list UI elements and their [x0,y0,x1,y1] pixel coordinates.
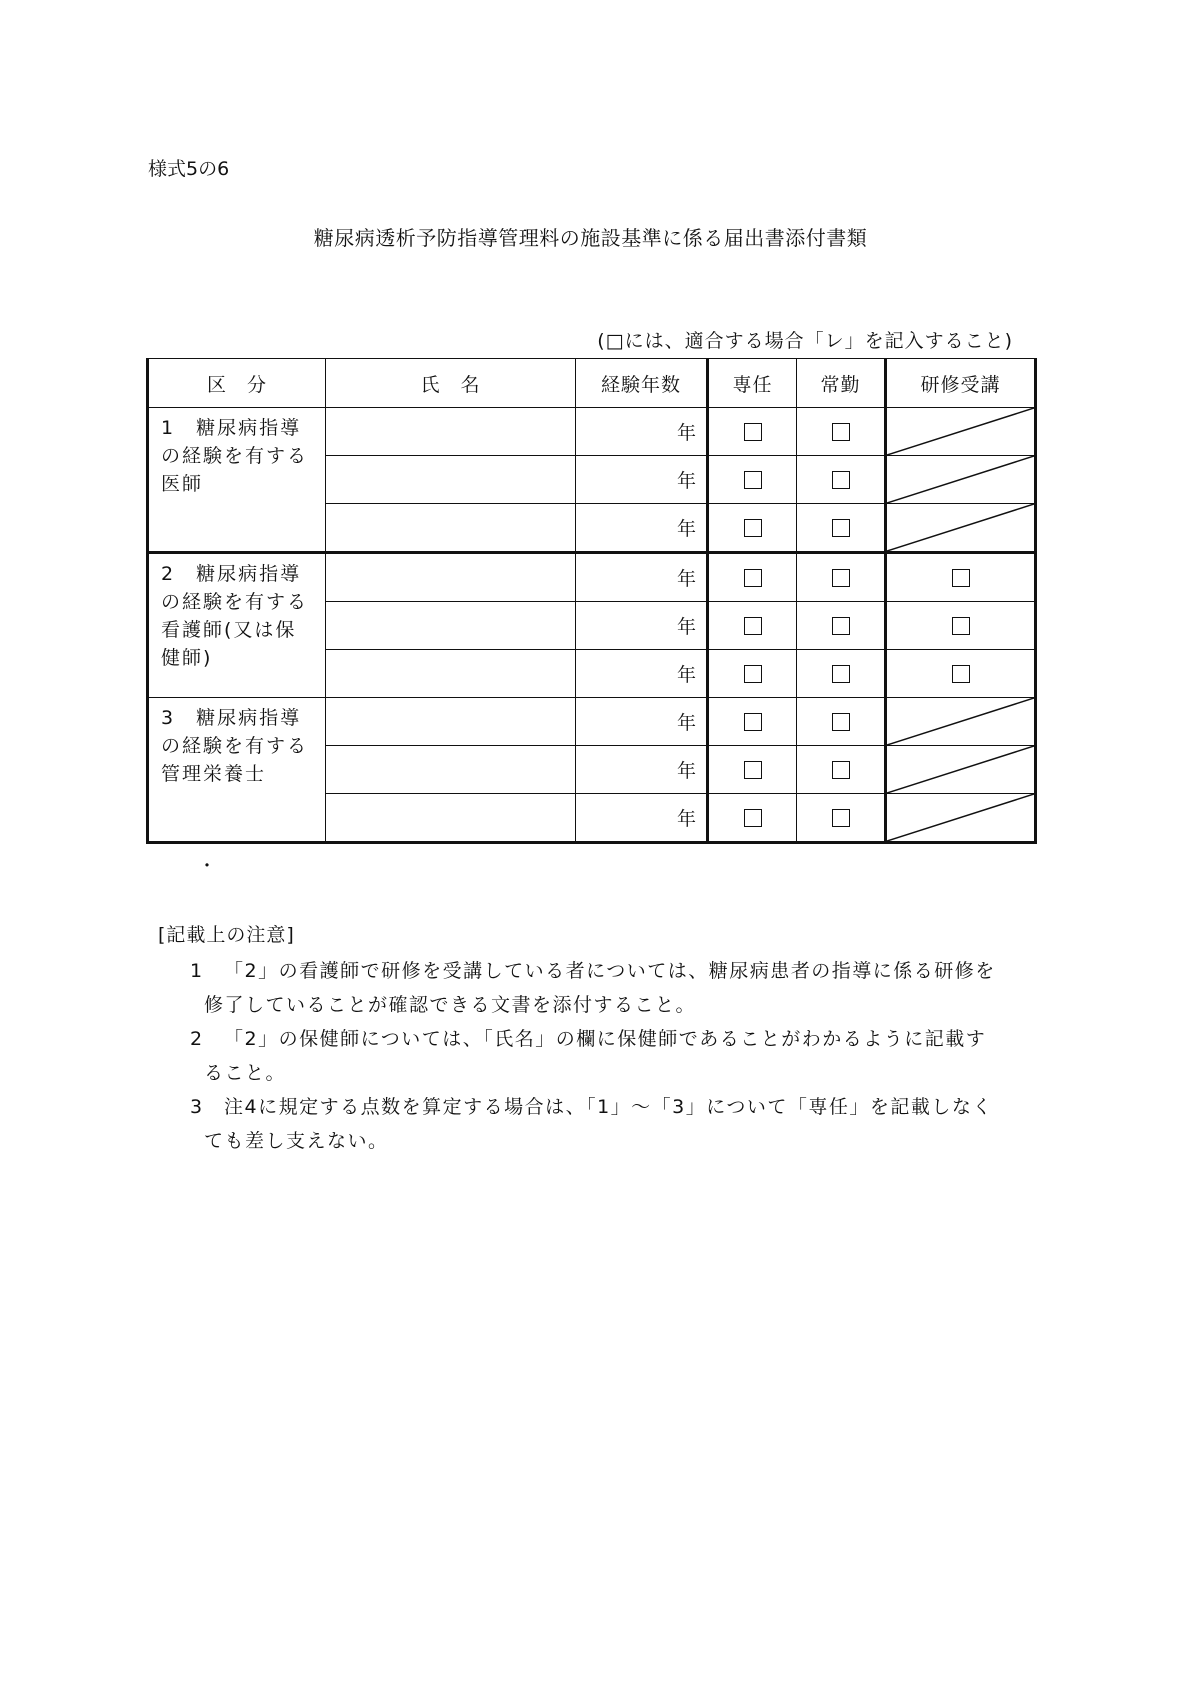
category-line: の経験を有する [161,445,309,467]
category-line: 看護師(又は保 [161,619,297,641]
category-line: 医師 [161,473,204,495]
name-field[interactable] [326,504,576,553]
fulltime-cell [797,408,886,456]
years-field[interactable]: 年 [576,698,708,746]
name-field[interactable] [326,408,576,456]
category-physician [148,408,326,553]
fulltime-cell [797,794,886,843]
years-field[interactable]: 年 [576,553,708,602]
years-field[interactable]: 年 [576,794,708,843]
table-row [148,408,1036,456]
diagonal-slash [887,408,1034,455]
note-text: 「2」の看護師で研修を受講している者については、糖尿病患者の指導に係る研修を [224,960,996,982]
dedicated-cell [708,408,797,456]
training-not-applicable [886,408,1036,456]
category-nurse [148,553,326,698]
training-not-applicable [886,794,1036,843]
note-number: 3 [190,1096,204,1118]
category-line: の経験を有する [161,591,309,613]
diagonal-slash [887,794,1034,841]
dedicated-cell [708,698,797,746]
staff-table [146,358,1037,844]
note-number: 2 [190,1028,204,1050]
checkbox-instruction: (□には、適合する場合「レ」を記入すること) [597,330,1013,352]
note-item [190,954,1036,1022]
years-field[interactable]: 年 [576,650,708,698]
name-field[interactable] [326,602,576,650]
checkbox-icon[interactable] [744,665,762,683]
name-field[interactable] [326,553,576,602]
dedicated-cell [708,456,797,504]
dedicated-cell [708,794,797,843]
diagonal-slash [887,456,1034,503]
checkbox-icon[interactable] [744,617,762,635]
training-not-applicable [886,698,1036,746]
training-cell [886,553,1036,602]
dedicated-cell [708,746,797,794]
note-text: 「2」の保健師については、「氏名」の欄に保健師であることがわかるように記載す [224,1028,987,1050]
years-field[interactable]: 年 [576,746,708,794]
table-header-row [148,359,1036,408]
checkbox-icon[interactable] [832,761,850,779]
years-field[interactable]: 年 [576,456,708,504]
checkbox-icon[interactable] [952,665,970,683]
checkbox-icon[interactable] [744,471,762,489]
note-item [190,1090,1036,1158]
training-not-applicable [886,456,1036,504]
table-row [148,698,1036,746]
table-row [148,553,1036,602]
checkbox-icon[interactable] [832,569,850,587]
name-field[interactable] [326,650,576,698]
dedicated-cell [708,650,797,698]
fulltime-cell [797,698,886,746]
form-number: 様式5の6 [148,158,230,180]
note-number: 1 [190,960,204,982]
checkbox-icon[interactable] [832,713,850,731]
checkbox-icon[interactable] [744,809,762,827]
fulltime-cell [797,602,886,650]
years-field[interactable]: 年 [576,602,708,650]
header-dedicated: 専任 [708,359,797,408]
dedicated-cell [708,602,797,650]
category-line: 1 糖尿病指導 [161,417,302,439]
fulltime-cell [797,746,886,794]
fulltime-cell [797,553,886,602]
note-item [190,1022,1036,1090]
checkbox-icon[interactable] [744,519,762,537]
training-cell [886,602,1036,650]
document-title: 糖尿病透析予防指導管理料の施設基準に係る届出書添付書類 [313,226,868,250]
name-field[interactable] [326,456,576,504]
dedicated-cell [708,504,797,553]
note-text-continued: ても差し支えない。 [204,1130,389,1152]
training-not-applicable [886,504,1036,553]
training-not-applicable [886,746,1036,794]
checkbox-icon[interactable] [832,665,850,683]
fulltime-cell [797,504,886,553]
checkbox-icon[interactable] [832,519,850,537]
note-text-continued: 修了していることが確認できる文書を添付すること。 [204,994,697,1016]
training-cell [886,650,1036,698]
diagonal-slash [887,504,1034,551]
header-name: 氏 名 [326,359,576,408]
header-category: 区 分 [148,359,326,408]
checkbox-icon[interactable] [832,809,850,827]
checkbox-icon[interactable] [744,761,762,779]
checkbox-icon[interactable] [744,423,762,441]
category-dietitian [148,698,326,843]
dedicated-cell [708,553,797,602]
category-line: の経験を有する [161,735,309,757]
years-field[interactable]: 年 [576,408,708,456]
name-field[interactable] [326,746,576,794]
header-years: 経験年数 [576,359,708,408]
checkbox-icon[interactable] [952,617,970,635]
note-text-continued: ること。 [204,1062,287,1084]
checkbox-icon[interactable] [744,713,762,731]
category-line: 健師) [161,647,213,669]
note-text: 注4に規定する点数を算定する場合は、「1」～「3」について「専任」を記載しなく [224,1096,993,1118]
category-line: 管理栄養士 [161,763,267,785]
notes-heading: [記載上の注意] [158,924,295,946]
checkbox-icon[interactable] [832,423,850,441]
name-field[interactable] [326,794,576,843]
checkbox-icon[interactable] [832,471,850,489]
name-field[interactable] [326,698,576,746]
fulltime-cell [797,456,886,504]
checkbox-icon[interactable] [832,617,850,635]
header-fulltime: 常勤 [797,359,886,408]
checkbox-icon[interactable] [952,569,970,587]
fulltime-cell [797,650,886,698]
header-training: 研修受講 [886,359,1036,408]
diagonal-slash [887,698,1034,745]
category-line: 3 糖尿病指導 [161,707,302,729]
checkbox-icon[interactable] [744,569,762,587]
years-field[interactable]: 年 [576,504,708,553]
category-line: 2 糖尿病指導 [161,563,302,585]
diagonal-slash [887,746,1034,793]
stray-dot: ・ [198,856,216,877]
